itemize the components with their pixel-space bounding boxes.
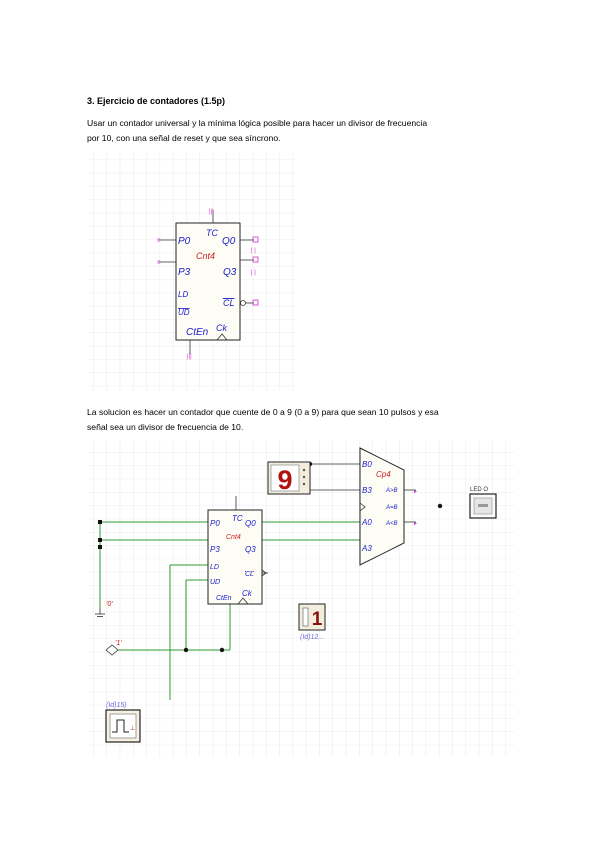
comp-pin-agtb: A>B <box>386 488 398 494</box>
pin-marker-top: ||| <box>209 209 214 215</box>
solution-explanation-line-1: La solucion es hacer un contador que cuente de 0 a 9 (0 a 9) para que sean 10 pulsos y esa <box>87 407 439 417</box>
schematic-1 <box>87 153 297 390</box>
pin-label-p3: P3 <box>178 267 191 278</box>
comp-pin-aeqb: A=B <box>386 505 398 511</box>
cnt2-name: Cnt4 <box>226 534 241 541</box>
solution-explanation-line-2: señal sea un divisor de frecuencia de 10. <box>87 422 244 432</box>
pin-label-cl: CL <box>223 298 235 308</box>
clock-label: (Id)15) <box>106 702 127 709</box>
counter-name: Cnt4 <box>196 251 216 261</box>
pin-marker-q3: | | <box>251 270 256 276</box>
comp-pin-b3: B3 <box>362 486 372 495</box>
cnt2-pin-p0: P0 <box>210 519 220 528</box>
pin-label-p0: P0 <box>178 236 191 247</box>
switch-digit: 1 <box>311 609 323 630</box>
exercise-statement-line-1: Usar un contador universal y la mínima lógica posible para hacer un divisor de frecuencia <box>87 118 428 128</box>
cnt2-pin-ld: LD <box>210 564 219 571</box>
pin-marker-bottom: ||| <box>187 354 192 360</box>
svg-text:⊥: ⊥ <box>130 726 136 732</box>
cnt2-pin-cten: CtEn <box>216 595 232 602</box>
pin-marker-p3: ≡ <box>157 260 161 266</box>
cnt2-pin-q3: Q3 <box>245 545 256 554</box>
cnt2-pin-ud: UD <box>210 579 221 586</box>
switch-indicator[interactable] <box>299 604 325 641</box>
pin-label-q3: Q3 <box>223 267 237 278</box>
comp-pin-a3: A3 <box>362 544 372 553</box>
counter-cnt4-block-2[interactable] <box>208 510 268 604</box>
pin-label-ck: Ck <box>216 323 227 333</box>
display-digit: 9 <box>277 465 293 495</box>
comp-pin-b0: B0 <box>362 460 372 469</box>
cnt2-pin-q0: Q0 <box>245 519 256 528</box>
comp-pin-altb: A<B <box>386 521 398 527</box>
schematic-2 <box>87 440 515 757</box>
section-heading: 3. Ejercicio de contadores (1.5p) <box>87 96 226 106</box>
pin-label-q0: Q0 <box>222 236 236 247</box>
vcc-label: '1' <box>115 640 122 647</box>
ground-label: '0' <box>106 601 113 608</box>
comp-pin-a0: A0 <box>362 518 372 527</box>
seven-segment-display[interactable] <box>268 462 310 495</box>
led-output-label: LED O <box>470 487 489 493</box>
cnt2-pin-ck: Ck <box>242 589 252 598</box>
pin-label-ld: LD <box>178 290 189 299</box>
svg-text:▸: ▸ <box>414 489 418 495</box>
pin-label-tc: TC <box>206 228 218 238</box>
cnt2-pin-p3: P3 <box>210 545 220 554</box>
exercise-statement-line-2: por 10, con una señal de reset y que sea síncrono. <box>87 133 281 143</box>
cnt2-pin-tc: TC <box>232 514 243 523</box>
pin-marker-p0: ≡ <box>157 238 161 244</box>
pin-label-cten: CtEn <box>186 327 209 338</box>
comparator-name: Cp4 <box>376 470 391 479</box>
switch-label: (Id)12... <box>300 634 325 641</box>
pin-marker-q0: | | <box>251 248 256 254</box>
svg-text:▸: ▸ <box>414 521 418 527</box>
cnt2-pin-cl: CL <box>245 571 254 578</box>
pin-label-ud: UD <box>178 308 190 317</box>
